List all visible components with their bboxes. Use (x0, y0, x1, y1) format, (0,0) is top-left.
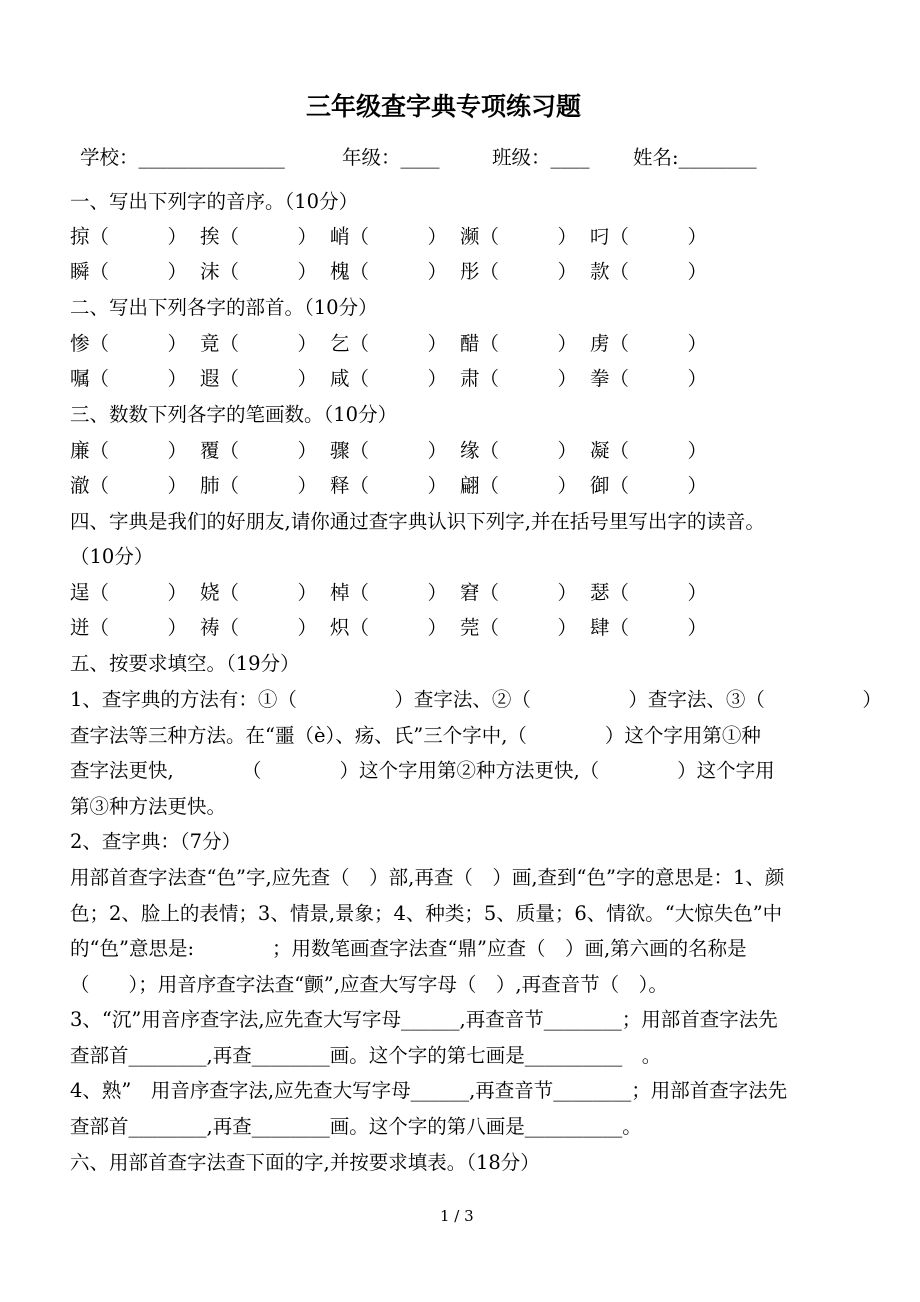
char-item: 峭（ ） (330, 225, 448, 248)
char-item: 释（ ） (330, 474, 448, 497)
char-item: 肺（ ） (200, 474, 318, 497)
paragraph-line: 4、熟” 用音序查字法,应先查大写字母______,再查音节________；用部首查字法先 (70, 1079, 788, 1102)
char-item: 瞬（ ） (70, 260, 188, 283)
paragraph-line: 的“色”意思是: ；用数笔画查字法查“鼎”应查（ ）画,第六画的名称是 (70, 937, 747, 960)
char-item: 廉（ ） (70, 439, 188, 462)
char-item: 瑟（ ） (590, 581, 708, 604)
char-item: 掠（ ） (70, 225, 188, 248)
section-score: （10分） (70, 545, 154, 568)
char-item: 迸（ ） (70, 616, 188, 639)
char-item: 虏（ ） (590, 332, 708, 355)
char-item: 叼（ ） (590, 225, 708, 248)
char-item: 覆（ ） (200, 439, 318, 462)
name-field: 姓名:________ (633, 146, 757, 169)
page-title: 三年级查字典专项练习题 (306, 92, 582, 121)
char-item: 醋（ ） (460, 332, 578, 355)
paragraph-line: （ ）；用音序查字法查“颤”,应查大写字母（ ）,再查音节（ ）。 (70, 973, 668, 996)
section-heading: 五、按要求填空。（19分） (70, 652, 300, 675)
section-heading: 二、写出下列各字的部首。（10分） (70, 296, 378, 319)
char-item: 棹（ ） (330, 581, 448, 604)
char-item: 遐（ ） (200, 367, 318, 390)
section-heading: 一、写出下列字的音序。（10分） (70, 190, 359, 213)
char-item: 惨（ ） (70, 332, 188, 355)
paragraph-line: 查部首________,再查________画。这个字的第八画是__________。 (70, 1115, 642, 1138)
char-item: 彤（ ） (460, 260, 578, 283)
school-field: 学校：_______________ (80, 146, 285, 169)
paragraph-line: 用部首查字法查“色”字,应先查（ ）部,再查（ ）画,查到“色”字的意思是：1、颜 (70, 866, 785, 889)
char-item: 御（ ） (590, 474, 708, 497)
char-item: 槐（ ） (330, 260, 448, 283)
char-item: 逞（ ） (70, 581, 188, 604)
char-item: 翩（ ） (460, 474, 578, 497)
section-heading: 六、用部首查字法查下面的字,并按要求填表。（18分） (70, 1151, 540, 1174)
char-item: 莞（ ） (460, 616, 578, 639)
char-item: 凝（ ） (590, 439, 708, 462)
paragraph-line: 查字法等三种方法。在“噩（è）、疡、氏”三个字中,（ ）这个字用第①种 (70, 724, 761, 747)
char-item: 沫（ ） (200, 260, 318, 283)
char-item: 咸（ ） (330, 367, 448, 390)
page-number: 1 / 3 (440, 1207, 474, 1225)
class-field: 班级：____ (492, 146, 590, 169)
paragraph-line: 查部首________,再查________画。这个字的第七画是__________ 。 (70, 1044, 662, 1067)
char-item: 款（ ） (590, 260, 708, 283)
char-item: 嘱（ ） (70, 367, 188, 390)
char-item: 拳（ ） (590, 367, 708, 390)
char-item: 濒（ ） (460, 225, 578, 248)
char-item: 竟（ ） (200, 332, 318, 355)
paragraph-line: 2、查字典：（7分） (70, 830, 242, 853)
char-item: 炽（ ） (330, 616, 448, 639)
char-item: 乞（ ） (330, 332, 448, 355)
char-item: 挨（ ） (200, 225, 318, 248)
paragraph-line: 色；2、脸上的表情；3、情景,景象；4、种类；5、质量；6、情欲。“大惊失色”中 (70, 902, 783, 925)
char-item: 肆（ ） (590, 616, 708, 639)
char-item: 澈（ ） (70, 474, 188, 497)
paragraph-line: 第③种方法更快。 (70, 795, 227, 818)
paragraph-line: 查字法更快, （ ）这个字用第②种方法更快,（ ）这个字用 (70, 759, 775, 782)
char-item: 肃（ ） (460, 367, 578, 390)
char-item: 祷（ ） (200, 616, 318, 639)
paragraph-line: 3、“沉”用音序查字法,应先查大写字母______,再查音节________；用部首查字法先 (70, 1008, 778, 1031)
section-heading: 四、字典是我们的好朋友,请你通过查字典认识下列字,并在括号里写出字的读音。 (70, 510, 765, 533)
char-item: 骤（ ） (330, 439, 448, 462)
char-item: 缘（ ） (460, 439, 578, 462)
char-item: 娆（ ） (200, 581, 318, 604)
paragraph-line: 1、查字典的方法有：①（ ）查字法、②（ ）查字法、③（ ） (70, 688, 882, 711)
section-heading: 三、数数下列各字的笔画数。（10分） (70, 403, 398, 426)
char-item: 窘（ ） (460, 581, 578, 604)
grade-field: 年级：____ (342, 146, 440, 169)
